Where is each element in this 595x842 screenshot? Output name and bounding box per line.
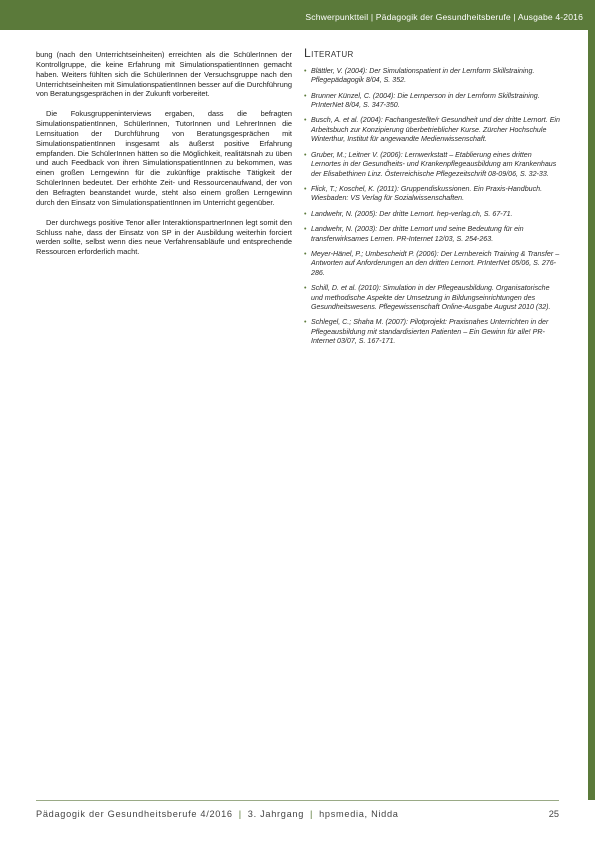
reference-item bbox=[304, 318, 560, 346]
body-column-left bbox=[36, 50, 292, 267]
bullet-icon: • bbox=[304, 66, 307, 75]
footer-publisher: hpsmedia, Nidda bbox=[319, 809, 399, 819]
bullet-icon: • bbox=[304, 249, 307, 258]
reference-text: Schlegel, C.; Shaha M. (2007): Pilotprojekt: Praxisnahes Unterrichten in der Pflegeausbildung mit standardisierten Patienten – Ein Gewinn für alle! PR-Internet 03/07, S. 167-171. bbox=[311, 318, 549, 346]
bullet-icon: • bbox=[304, 91, 307, 100]
footer-journal: Pädagogik der Gesundheitsberufe 4/2016 bbox=[36, 809, 233, 819]
reference-text: Landwehr, N. (2005): Der dritte Lernort. hep-verlag.ch, S. 67-71. bbox=[311, 209, 513, 218]
reference-item bbox=[304, 116, 560, 144]
footer-separator: | bbox=[310, 809, 314, 819]
literature-column bbox=[304, 46, 560, 353]
footer-rule bbox=[36, 800, 559, 801]
reference-item bbox=[304, 67, 560, 86]
reference-text: Schill, D. et al. (2010): Simulation in der Pflegeausbildung. Organisatorische und methodische Aspekte der Umsetzung in Bildungseinrichtungen des Gesundheitswesens. Pflegewissenschaft Online-Ausgabe August 2010 (32). bbox=[311, 284, 551, 311]
footer-volume: 3. Jahrgang bbox=[247, 809, 305, 819]
reference-item bbox=[304, 92, 560, 111]
bullet-icon: • bbox=[304, 318, 307, 327]
running-header: Schwerpunktteil | Pädagogik der Gesundheitsberufe | Ausgabe 4-2016 bbox=[305, 12, 583, 22]
page-number: 25 bbox=[548, 809, 559, 819]
reference-item bbox=[304, 185, 560, 204]
reference-item bbox=[304, 284, 560, 312]
reference-text: Flick, T.; Koschel, K. (2011): Gruppendiskussionen. Ein Praxis-Handbuch. Wiesbaden: VS Verlag für Sozialwissenschaften. bbox=[311, 184, 543, 203]
reference-item bbox=[304, 250, 560, 278]
body-paragraph: bung (nach den Unterrichtseinheiten) erreichten als die SchülerInnen der Kontrollgruppe, die keine Erfahrung mit SimulationspatientInnen gemacht haben. Weiters fühlten sich die SchülerInnen der Versuchsgruppe nach den Unterrichtseinheiten mit SimulationspatientInnen besser auf die Durchführung von Beratungsgesprächen in der Zukunft vorbereitet. bbox=[36, 50, 292, 99]
reference-text: Gruber, M.; Leitner V. (2006): Lernwerkstatt – Etablierung eines dritten Lernortes in der Gesundheits- und Krankenpflegeausbildung am Krankenhaus der Elisabethinen Linz. Österreichische Pflegezeitschrift 08-09/06, S. 32-33. bbox=[311, 150, 557, 178]
reference-text: Landwehr, N. (2003): Der dritte Lernort und seine Bedeutung für ein transferwirksames Lernen. PR-Internet 12/03, S. 254-263. bbox=[311, 225, 524, 243]
body-paragraph: Die Fokusgruppeninterviews ergaben, dass die befragten SimulationspatientInnen, SchülerInnen, TutorInnen und LehrerInnen die Lernsituation der Durchführung von Beratungsgesprächen mit SimulationspatientInnen insgesamt als äußerst positive Erfahrung empfanden. Die SchülerInnen hätten so die Möglichkeit, realitätsnah zu üben und auch Feedback von ihren SimulationspatientInnen zu bekommen, was einen großen Lerngewinn für die zukünftige praktische Tätigkeit der SchülerInnen bedeutet. Der erhöhte Zeit- und Ressourcenaufwand, der von den Befragten beanstandet wurde, steht also einem großen Lerngewinn durch den Einsatz von SimulationspatientInnen im Unterricht gegenüber. bbox=[36, 109, 292, 207]
footer-separator: | bbox=[238, 809, 242, 819]
bullet-icon: • bbox=[304, 225, 307, 234]
header-bar bbox=[0, 0, 595, 30]
literature-heading: Literatur bbox=[304, 46, 354, 60]
bullet-icon: • bbox=[304, 209, 307, 218]
bullet-icon: • bbox=[304, 284, 307, 293]
literature-list bbox=[304, 67, 560, 347]
bullet-icon: • bbox=[304, 184, 307, 193]
footer-info bbox=[36, 809, 399, 819]
reference-text: Meyer-Hänel, P.; Umbescheidt P. (2006): Der Lernbereich Training & Transfer – Antworten auf Anforderungen an den dritten Lernort. PrInterNet 05/06, S. 276-286. bbox=[311, 249, 560, 277]
margin-accent-strip bbox=[588, 30, 595, 800]
reference-item bbox=[304, 151, 560, 179]
reference-text: Busch, A. et al. (2004): Fachangestellte/r Gesundheit und der dritte Lernort. Ein Arbeitsbuch zur Konzipierung überbetrieblicher Kurse. Zürcher Hochschule Winterthur, Institut für angewandte Medienwissenschaft. bbox=[311, 116, 560, 144]
bullet-icon: • bbox=[304, 116, 307, 125]
reference-text: Brunner Künzel, C. (2004): Die Lernperson in der Lernform Skillstraining. PrInterNet 8/04, S. 347-350. bbox=[311, 91, 540, 110]
bullet-icon: • bbox=[304, 150, 307, 159]
reference-text: Blättler, V. (2004): Der Simulationspatient in der Lernform Skillstraining. Pflegepädagogik 8/04, S. 352. bbox=[311, 66, 535, 85]
reference-item bbox=[304, 225, 560, 244]
body-paragraph: Der durchwegs positive Tenor aller InteraktionspartnerInnen legt somit den Schluss nahe, dass der Einsatz von SP in der Ausbildung weiterhin forciert werden sollte, selbst wenn dies neue Verfahrensabläufe und entsprechende Ressourcen erforderlich macht. bbox=[36, 217, 292, 257]
reference-item bbox=[304, 210, 560, 219]
